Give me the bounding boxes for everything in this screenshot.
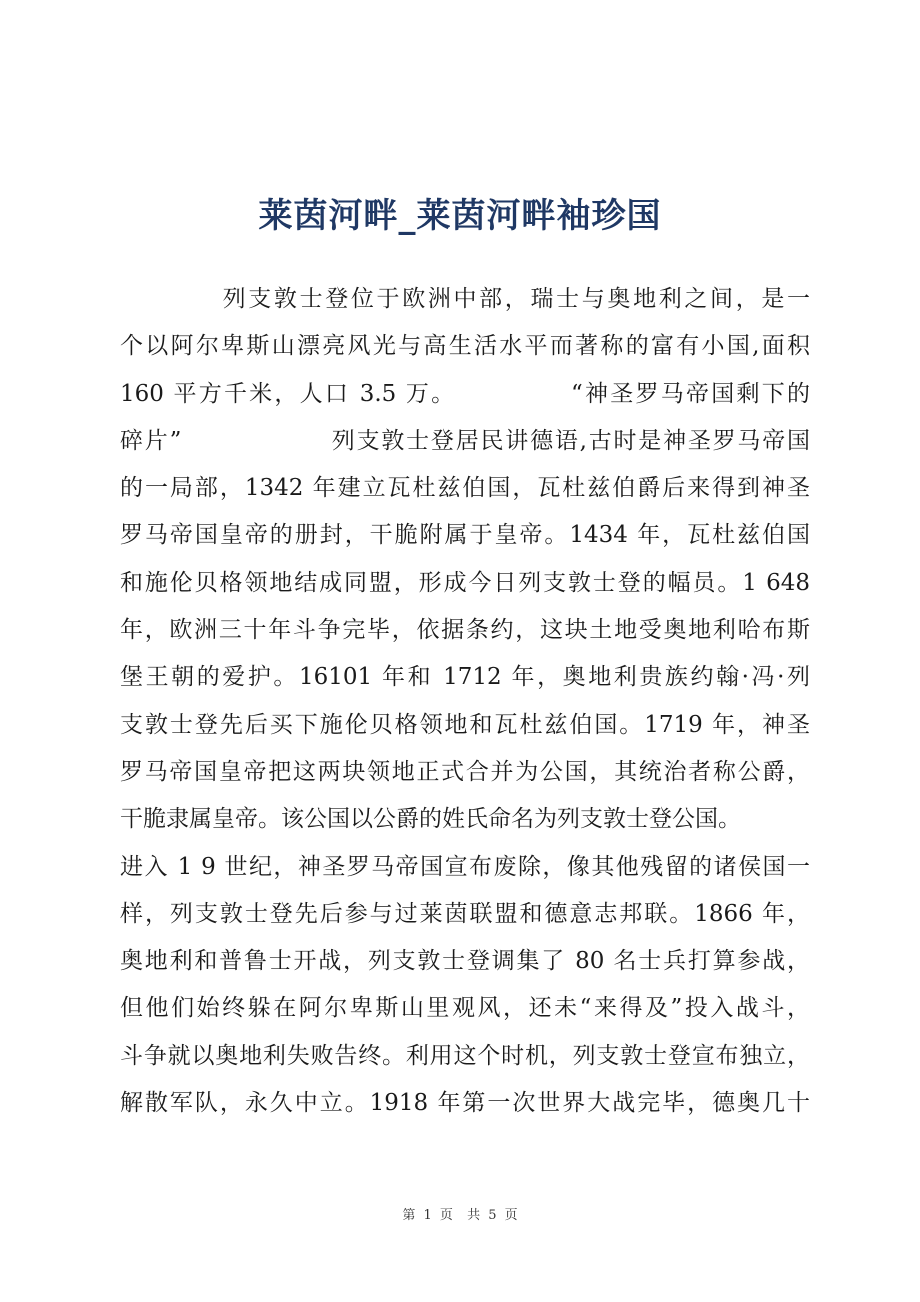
body-line: 碎片” 列支敦士登居民讲德语,古时是神圣罗马帝国 <box>120 427 810 454</box>
body-line: 列支敦士登位于欧洲中部，瑞士与奥地利之间，是一 <box>120 286 810 312</box>
page-footer <box>0 1204 920 1223</box>
total-pages: 共 5 页 <box>467 1208 518 1223</box>
body-line: 罗马帝国皇帝的册封，干脆附属于皇帝。1434 年，瓦杜兹伯国 <box>120 522 810 549</box>
body-line: 支敦士登先后买下施伦贝格领地和瓦杜兹伯国。1719 年，神圣 <box>120 711 810 738</box>
body-line: 160 平方千米，人口 3.5 万。 “神圣罗马帝国剩下的 <box>120 380 810 407</box>
body-line: 样，列支敦士登先后参与过莱茵联盟和德意志邦联。1866 年， <box>120 900 810 927</box>
page-number: 第 1 页 <box>402 1208 453 1223</box>
body-line: 的一局部，1342 年建立瓦杜兹伯国，瓦杜兹伯爵后来得到神圣 <box>120 475 810 502</box>
document-title: 莱茵河畔_莱茵河畔袖珍国 <box>258 196 662 236</box>
body-line: 个以阿尔卑斯山漂亮风光与高生活水平而著称的富有小国,面积 <box>120 333 810 360</box>
body-line: 但他们始终躲在阿尔卑斯山里观风，还未“来得及”投入战斗， <box>120 995 810 1022</box>
body-line: 干脆隶属皇帝。该公国以公爵的姓氏命名为列支敦士登公国。 <box>120 806 741 833</box>
body-line: 堡王朝的爱护。16101 年和 1712 年，奥地利贵族约翰·冯·列 <box>120 664 810 691</box>
body-line: 罗马帝国皇帝把这两块领地正式合并为公国，其统治者称公爵， <box>120 758 810 785</box>
body-line: 进入 1 9 世纪，神圣罗马帝国宣布废除，像其他残留的诸侯国一 <box>120 853 810 880</box>
body-line: 奥地利和普鲁士开战，列支敦士登调集了 80 名士兵打算参战， <box>120 948 810 975</box>
body-line: 斗争就以奥地利失败告终。利用这个时机，列支敦士登宣布独立， <box>120 1042 810 1069</box>
body-line: 解散军队，永久中立。1918 年第一次世界大战完毕，德奥几十 <box>120 1090 810 1117</box>
body-line: 年，欧洲三十年斗争完毕，依据条约，这块土地受奥地利哈布斯 <box>120 617 810 644</box>
document-body <box>120 276 810 1127</box>
body-line: 和施伦贝格领地结成同盟，形成今日列支敦士登的幅员。1 648 <box>120 569 810 596</box>
